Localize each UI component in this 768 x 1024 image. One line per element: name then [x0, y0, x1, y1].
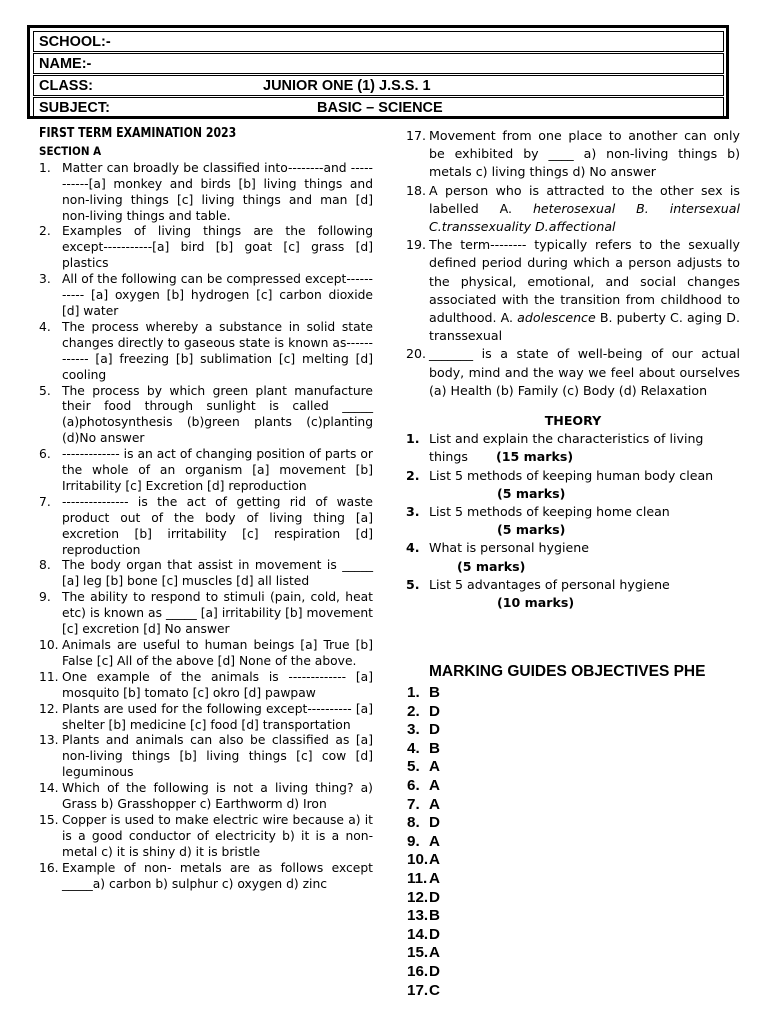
question-number: 15. [39, 812, 59, 827]
theory-question-2 [406, 467, 740, 503]
answer-number: 17. [407, 981, 429, 999]
class-value: JUNIOR ONE (1) J.S.S. 1 [263, 78, 431, 94]
theory-marks: (5 marks) [497, 522, 566, 538]
question-number: 5. [39, 383, 51, 398]
question-17 [406, 127, 740, 182]
question-text: Matter can broadly be classified into--------and -----------[a] monkey and birds [b] living things and non-living things [c] living things and man [d] non-living things and table. [62, 160, 373, 223]
question-3 [39, 272, 373, 320]
question-1 [39, 161, 373, 225]
question-text: Example of non- metals are as follows except _____a) carbon b) sulphur c) oxygen d) zinc [62, 860, 373, 891]
question-number: 7. [39, 494, 51, 509]
answer-letter: B [429, 739, 440, 757]
theory-number: 2. [406, 467, 420, 483]
theory-marks: (5 marks) [497, 485, 566, 501]
question-10 [39, 638, 373, 670]
answer-letter: B [429, 684, 440, 701]
question-text: --------------- is the act of getting rid of waste product out of the body of living thing [a] excretion [b] irritability [c] respiration [d] reproduction [62, 494, 373, 557]
theory-number: 3. [406, 504, 420, 520]
exam-header-table [27, 25, 729, 119]
question-number: 9. [39, 590, 51, 605]
theory-question-3 [406, 503, 740, 539]
question-13 [39, 733, 373, 781]
answer-number: 14. [407, 925, 429, 943]
question-text: The ability to respond to stimuli (pain, cold, heat etc) is known as _____ [a] irritability [b] movement [c] excretion [d] No answer [62, 590, 373, 637]
name-row [33, 53, 724, 74]
answer-letter: D [429, 962, 440, 980]
question-number: 12. [39, 701, 59, 716]
answer-letter: A [429, 869, 440, 887]
left-column [39, 126, 373, 893]
answer-letter: D [429, 814, 440, 832]
answer-letter: A [429, 795, 440, 813]
question-number: 16. [39, 860, 59, 875]
question-text: ------------- is an act of changing position of parts or the whole of an organism [a] movement [b] Irritability [c] Excretion [d] reproduction [62, 447, 373, 493]
answer-letter: A [429, 758, 440, 776]
question-text-italic: adolescence [517, 310, 596, 326]
theory-marks: (10 marks) [497, 595, 575, 611]
question-text: Plants and animals can also be classified as [a] non-living things [b] living things [c] cow [d] leguminous [62, 733, 373, 780]
theory-text: List 5 methods of keeping human body clean [429, 467, 714, 483]
subject-value: BASIC – SCIENCE [317, 100, 443, 116]
subject-row [33, 97, 724, 118]
name-label: NAME:- [39, 56, 92, 72]
question-16 [39, 861, 373, 893]
theory-text: List 5 methods of keeping home clean [429, 504, 670, 520]
theory-questions-list [406, 430, 740, 612]
question-number: 20. [406, 346, 427, 362]
question-7 [39, 495, 373, 559]
answer-number: 12. [407, 888, 429, 906]
answer-number: 5. [407, 758, 420, 776]
question-number: 13. [39, 733, 59, 748]
question-4 [39, 320, 373, 384]
answer-letter: D [429, 702, 440, 720]
question-text: Animals are useful to human beings [a] True [b] False [c] All of the above [d] None of the above. [62, 638, 373, 668]
question-12 [39, 702, 373, 734]
question-text: Which of the following is not a living thing? a) Grass b) Grasshopper c) Earthworm d) Iron [62, 781, 373, 812]
question-20 [406, 345, 740, 400]
class-row [33, 75, 724, 96]
question-text: One example of the animals is ------------- [a] mosquito [b] tomato [c] okro [d] pawpaw [62, 669, 373, 700]
answer-number: 4. [407, 739, 420, 757]
question-number: 3. [39, 272, 51, 287]
theory-question-5 [406, 576, 740, 612]
answer-letter: A [429, 776, 440, 794]
answer-letter: A [429, 944, 440, 962]
question-text: B. puberty C. aging D. transsexual [429, 310, 740, 344]
question-number: 17. [406, 128, 427, 143]
answer-letter: D [429, 721, 440, 739]
answer-letter: D [429, 925, 440, 943]
question-text: _______ is a state of well-being of our actual body, mind and the way we feel about ourselves (a) Health (b) Family (c) Body (d) Relaxation [429, 346, 740, 398]
question-text: The process by which green plant manufacture their food through sunlight is called _____ (a)photosynthesis (b)green plants (c)planting (d)No answer [62, 383, 373, 446]
question-number: 4. [39, 319, 51, 334]
theory-text: List 5 advantages of personal hygiene [429, 576, 670, 592]
theory-number: 4. [406, 540, 420, 556]
answer-number: 7. [407, 795, 420, 813]
answer-number: 15. [407, 944, 429, 962]
question-2 [39, 224, 373, 272]
question-number: 6. [39, 447, 51, 462]
answer-number: 6. [407, 776, 420, 794]
question-number: 19. [406, 237, 427, 253]
objective-questions-list [39, 161, 373, 893]
theory-heading: THEORY [544, 413, 602, 429]
question-text: The body organ that assist in movement is _____ [a] leg [b] bone [c] muscles [d] all listed [62, 558, 373, 589]
question-number: 14. [39, 781, 59, 796]
question-6 [39, 447, 373, 495]
theory-text: What is personal hygiene [429, 540, 589, 556]
right-column [406, 127, 740, 612]
question-text: Plants are used for the following except---------- [a] shelter [b] medicine [c] food [d] transportation [62, 701, 373, 732]
answer-letter: D [429, 888, 440, 906]
subject-label: SUBJECT: [39, 100, 110, 116]
question-text: A person who is attracted to the other sex is labelled A. [429, 182, 740, 216]
question-text: The process whereby a substance in solid state changes directly to gaseous state is known as------------ [a] freezing [b] sublimation [c] melting [d] cooling [62, 319, 373, 382]
question-number: 2. [39, 224, 51, 239]
answer-number: 13. [407, 907, 429, 925]
answer-number: 9. [407, 832, 420, 850]
question-15 [39, 813, 373, 861]
answer-number: 3. [407, 721, 420, 739]
marking-guide-title: MARKING GUIDES OBJECTIVES PHE [429, 663, 706, 680]
theory-number: 5. [406, 576, 420, 592]
answer-letter: A [429, 851, 440, 869]
answer-number: 1. [407, 684, 420, 701]
question-number: 1. [39, 160, 51, 175]
question-text: Examples of living things are the following except-----------[a] bird [b] goat [c] grass [d] plastics [62, 224, 373, 271]
theory-marks: (5 marks) [457, 558, 526, 574]
question-text: Copper is used to make electric wire because a) it is a good conductor of electricity b) it is a non-metal c) it is shiny d) it is bristle [62, 812, 373, 859]
question-8 [39, 558, 373, 590]
school-row [33, 31, 724, 52]
answer-letter: B [429, 907, 440, 925]
question-text: The term-------- typically refers to the sexually defined period during which a person adjusts to the physical, emotional, and social changes associated with the transition from childhood to adulthood. A. [429, 237, 740, 326]
question-18 [406, 182, 740, 237]
theory-marks: (15 marks) [495, 449, 574, 465]
question-14 [39, 781, 373, 813]
question-number: 10. [39, 638, 59, 652]
answer-letter: A [429, 832, 440, 850]
question-text-italic: heterosexual B. intersexual C.transsexuality D.affectional [429, 200, 741, 235]
question-19 [406, 236, 740, 345]
theory-question-1 [406, 430, 740, 466]
question-number: 18. [406, 182, 427, 198]
answer-letter: C [429, 981, 440, 999]
question-9 [39, 590, 373, 638]
exam-title: FIRST TERM EXAMINATION 2023 [39, 125, 237, 141]
theory-text: List and explain the characteristics of living things [429, 431, 704, 465]
question-number: 11. [39, 669, 59, 684]
class-label: CLASS: [39, 78, 93, 94]
question-text: All of the following can be compressed except----------- [a] oxygen [b] hydrogen [c] carbon dioxide [d] water [62, 272, 373, 318]
answer-number: 10. [407, 851, 429, 869]
question-5 [39, 384, 373, 448]
section-heading: SECTION A [39, 143, 102, 158]
theory-question-4 [406, 539, 740, 575]
answer-number: 2. [407, 702, 420, 720]
answer-number: 11. [407, 869, 428, 887]
question-11 [39, 670, 373, 702]
school-label: SCHOOL:- [39, 34, 111, 50]
answer-number: 8. [407, 814, 420, 832]
question-number: 8. [39, 558, 51, 573]
answer-number: 16. [407, 962, 429, 980]
question-text: Movement from one place to another can only be exhibited by ____ a) non-living things b) metals c) living things d) No answer [429, 128, 740, 180]
theory-number: 1. [406, 431, 420, 447]
